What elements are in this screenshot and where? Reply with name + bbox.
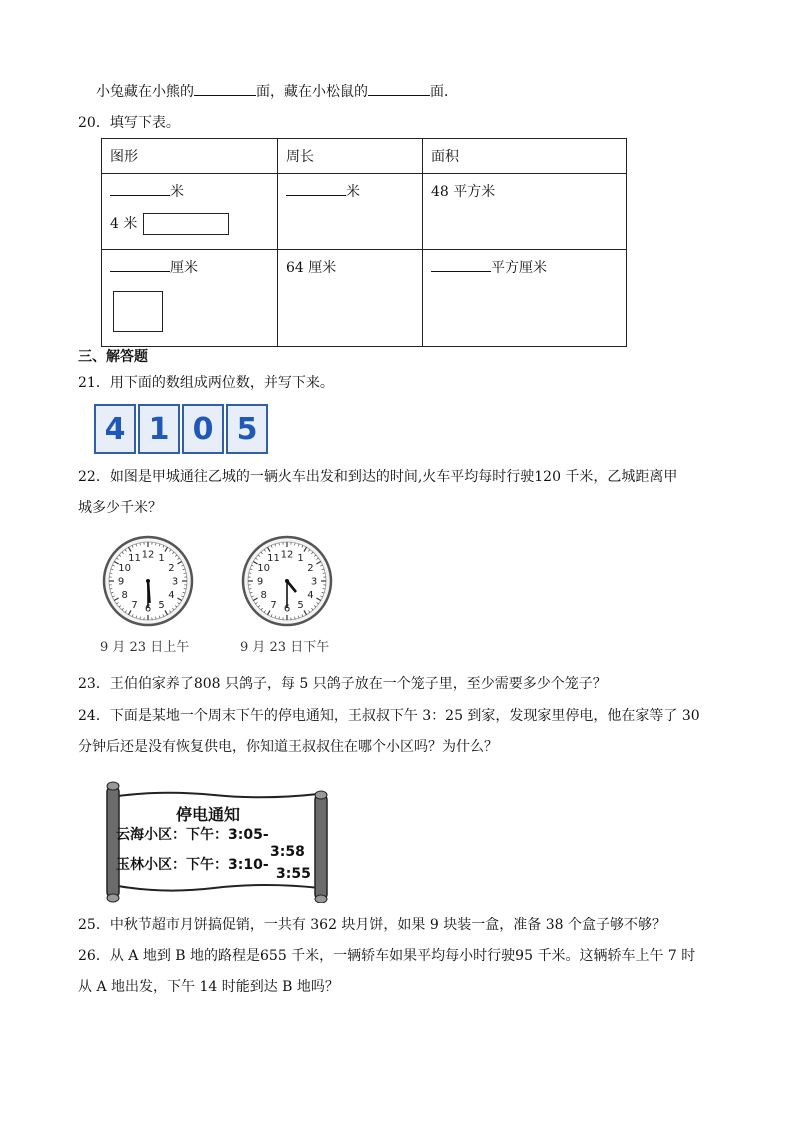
number-card — [182, 404, 224, 454]
clock-numeral: 1 — [297, 553, 304, 565]
q19-text-1: 小兔藏在小熊的 — [96, 84, 194, 100]
clock-numeral: 10 — [118, 563, 131, 574]
clock-numeral: 7 — [270, 599, 277, 611]
clock-numeral: 5 — [158, 599, 165, 611]
row1-shape-cell — [102, 174, 278, 250]
clock-depart — [104, 537, 192, 625]
clocks-svg — [96, 532, 344, 630]
clocks-figure — [96, 532, 344, 657]
rect-width-label: 4 米 — [110, 216, 138, 232]
notice-area2: 玉林小区：下午：3:10- — [116, 857, 269, 873]
number-card — [94, 404, 136, 454]
clock-numeral: 12 — [141, 549, 155, 561]
clock-numeral: 10 — [257, 563, 270, 574]
number-card — [138, 404, 180, 454]
number-card — [226, 404, 268, 454]
clock-numeral: 12 — [280, 549, 294, 561]
answer-blank[interactable] — [286, 182, 346, 196]
clock-numeral: 2 — [168, 563, 175, 574]
unit-label: 米 — [346, 184, 360, 200]
header-perimeter: 周长 — [278, 139, 423, 174]
q21-text: 21．用下面的数组成两位数，并写下来。 — [78, 375, 334, 391]
clock-numeral: 6 — [283, 603, 291, 615]
q19-text-2: 面，藏在小松鼠的 — [256, 84, 368, 100]
row2-perimeter-cell: 64 厘米 — [278, 250, 423, 347]
notice-area1-end: 3:58 — [270, 844, 305, 860]
clock-numeral: 9 — [256, 576, 264, 588]
q25-text: 25．中秋节超市月饼搞促销，一共有 362 块月饼，如果 9 块装一盒，准备 38 个盒子够不够？ — [78, 917, 666, 933]
number-cards — [94, 404, 268, 454]
clock1-caption: 9 月 23 日上午 — [100, 640, 190, 655]
q24-line1: 24．下面是某地一个周末下午的停电通知，王叔叔下午 3：25 到家，发现家里停电，他在家等了 30 — [78, 708, 700, 724]
answer-blank[interactable] — [110, 258, 170, 272]
clock-numeral: 3 — [310, 576, 318, 588]
q20-title: 20．填写下表。 — [78, 115, 180, 131]
card-digit: 0 — [192, 411, 214, 447]
row1-perimeter-cell — [278, 174, 423, 250]
notice-title: 停电通知 — [176, 805, 241, 824]
q23-text: 23．王伯伯家养了808 只鸽子，每 5 只鸽子放在一个笼子里，至少需要多少个笼子？ — [78, 676, 607, 692]
clock-numeral: 6 — [144, 603, 152, 615]
clock-numeral: 4 — [168, 590, 175, 601]
q22-line2: 城多少千米？ — [78, 500, 162, 516]
answer-blank[interactable] — [194, 82, 256, 96]
notice-area2-end: 3:55 — [276, 866, 311, 882]
clock-numeral: 4 — [307, 590, 314, 601]
clock-arrive — [243, 537, 331, 625]
q19-text-3: 面． — [430, 84, 458, 100]
clock-numeral: 7 — [131, 599, 138, 611]
card-digit: 4 — [104, 411, 126, 447]
q19-tail — [96, 82, 458, 102]
card-digit: 5 — [236, 411, 258, 447]
header-shape: 图形 — [102, 139, 278, 174]
clock-numeral: 3 — [171, 576, 179, 588]
row1-area-cell: 48 平方米 — [423, 174, 627, 250]
clock-numeral: 9 — [117, 576, 125, 588]
q24-line2: 分钟后还是没有恢复供电，你知道王叔叔住在哪个小区吗？为什么？ — [78, 739, 498, 755]
answer-blank[interactable] — [368, 82, 430, 96]
rectangle-figure — [143, 213, 229, 235]
header-area: 面积 — [423, 139, 627, 174]
q20-table — [101, 138, 627, 347]
clock-numeral: 11 — [267, 553, 280, 565]
clock2-caption: 9 月 23 日下午 — [240, 640, 330, 655]
clock-numeral: 8 — [121, 590, 128, 601]
card-digit: 1 — [148, 411, 170, 447]
unit-label: 米 — [170, 184, 184, 200]
q26-line1: 26．从 A 地到 B 地的路程是655 千米，一辆轿车如果平均每小时行驶95 千米。这辆轿车上午 7 时 — [78, 948, 696, 964]
row2-shape-cell — [102, 250, 278, 347]
notice-area1: 云海小区：下午：3:05- — [116, 827, 269, 843]
row2-area-cell — [423, 250, 627, 347]
square-figure — [113, 291, 163, 332]
section-title: 三、解答题 — [78, 349, 148, 365]
unit-label: 平方厘米 — [491, 260, 547, 276]
clock-numeral: 2 — [307, 563, 314, 574]
unit-label: 厘米 — [170, 260, 198, 276]
clock-numeral: 5 — [297, 599, 304, 611]
clock-numeral: 1 — [158, 553, 165, 565]
q22-line1: 22．如图是甲城通往乙城的一辆火车出发和到达的时间,火车平均每时行驶120 千米，乙城距离甲 — [78, 469, 678, 485]
clock-numeral: 8 — [260, 590, 267, 601]
answer-blank[interactable] — [110, 182, 170, 196]
q26-line2: 从 A 地出发，下午 14 时能到达 B 地吗？ — [78, 979, 339, 995]
answer-blank[interactable] — [431, 258, 491, 272]
power-outage-notice — [104, 778, 332, 903]
clock-numeral: 11 — [128, 553, 141, 565]
